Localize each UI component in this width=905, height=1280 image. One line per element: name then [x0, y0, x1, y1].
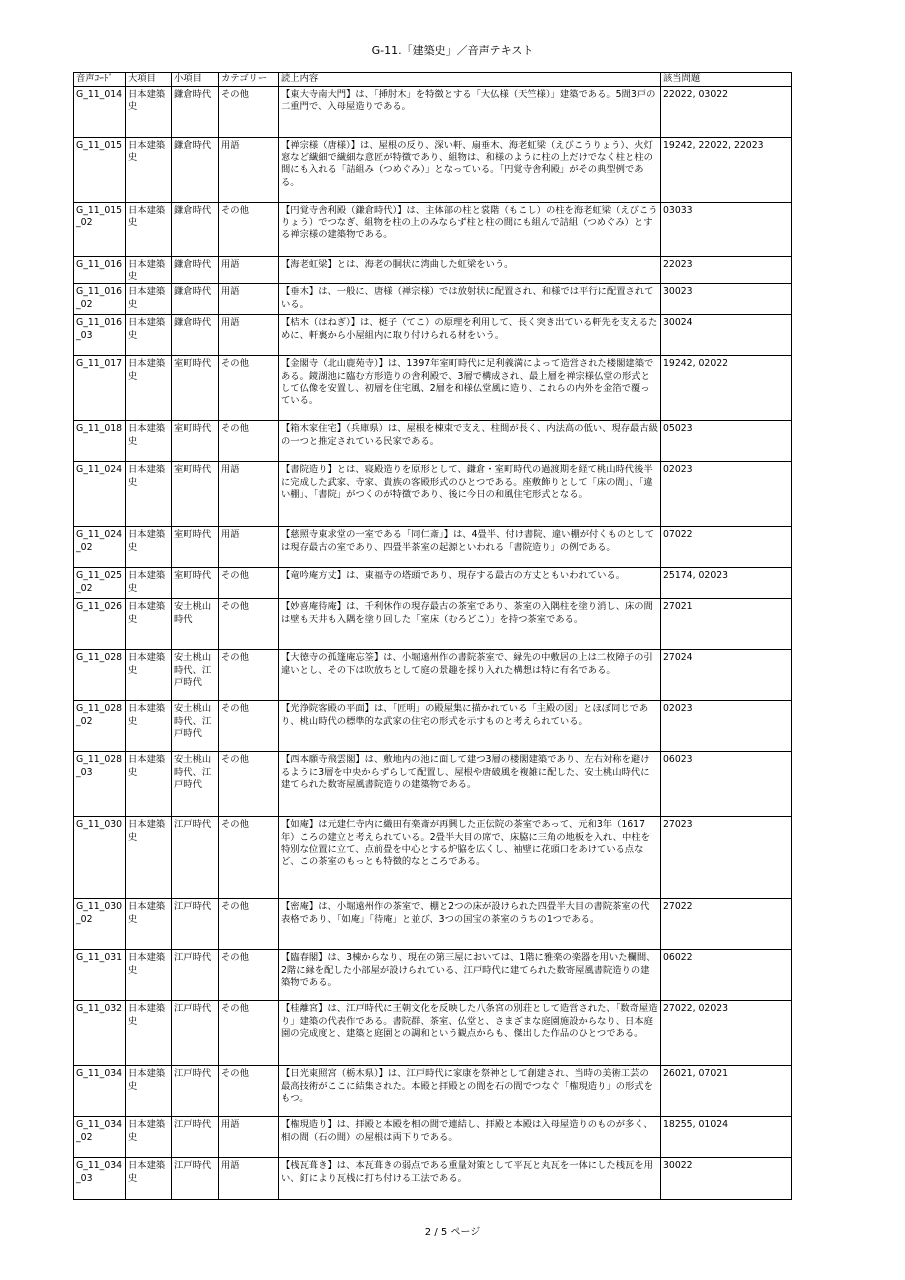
cell-minor: 江戸時代 — [172, 950, 219, 1001]
table-row — [74, 284, 792, 315]
cell-code: G_11_025_02 — [74, 568, 126, 599]
cell-content: 【臨春閣】は、3棟からなり、現在の第三屋においては、1階に雅楽の楽器を用いた欄間、2階に縁を配した小部屋が設けられている、江戸時代に建てられた数寄屋風書院造りの建築物である。 — [279, 950, 661, 1001]
table-row — [74, 527, 792, 568]
cell-major: 日本建築史 — [126, 650, 172, 701]
cell-questions: 27021 — [661, 599, 792, 650]
cell-content: 【桟瓦葺き】は、本瓦葺きの弱点である重量対策として平瓦と丸瓦を一体にした桟瓦を用い、釘により瓦桟に打ち付ける工法である。 — [279, 1158, 661, 1200]
cell-questions: 02023 — [661, 462, 792, 527]
cell-content: 【光浄院客殿の平面】は、「匠明」の殿屋集に描かれている「主殿の図」とほぼ同じであり、桃山時代の標準的な武家の住宅の形式を示すものと考えられている。 — [279, 701, 661, 752]
cell-minor: 江戸時代 — [172, 1066, 219, 1117]
cell-minor: 安土桃山時代、江戸時代 — [172, 752, 219, 817]
cell-code: G_11_028_02 — [74, 701, 126, 752]
table-row — [74, 421, 792, 462]
cell-content: 【妙喜庵待庵】は、千利休作の現存最古の茶室であり、茶室の入隅柱を塗り消し、床の間は壁も天井も入隅を塗り回した「室床（むろどこ）」を持つ茶室である。 — [279, 599, 661, 650]
table-row — [74, 752, 792, 817]
cell-category: 用語 — [219, 257, 279, 284]
col-header-code: 音声ｺｰﾄﾞ — [74, 73, 126, 87]
cell-major: 日本建築史 — [126, 203, 172, 257]
cell-category: その他 — [219, 701, 279, 752]
col-header-major: 大項目 — [126, 73, 172, 87]
cell-content: 【金閣寺（北山鹿苑寺）】は、1397年室町時代に足利義満によって造営された楼閣建築である。鏡湖池に臨む方形造りの舎利殿で、3層で構成され、最上層を禅宗様仏堂の形式として仏像を安置し、初層を住宅風、2層を和様仏堂風に造り、これらの内外を金箔で覆っている。 — [279, 356, 661, 421]
cell-major: 日本建築史 — [126, 1001, 172, 1066]
cell-major: 日本建築史 — [126, 568, 172, 599]
cell-questions: 27022, 02023 — [661, 1001, 792, 1066]
cell-content: 【円覚寺舎利殿（鎌倉時代）】は、主体部の柱と裳階（もこし）の柱を海老虹梁（えびこうりょう）でつなぎ、組物を柱の上のみならず柱と柱の間にも組んで詰組（つめぐみ）とする禅宗様の建築物である。 — [279, 203, 661, 257]
cell-minor: 鎌倉時代 — [172, 138, 219, 203]
cell-category: 用語 — [219, 315, 279, 356]
cell-questions: 06023 — [661, 752, 792, 817]
cell-category: その他 — [219, 356, 279, 421]
table-row — [74, 568, 792, 599]
page-footer: 2 / 5 ページ — [424, 1227, 481, 1238]
cell-minor: 室町時代 — [172, 527, 219, 568]
table-row — [74, 817, 792, 899]
cell-questions: 03033 — [661, 203, 792, 257]
cell-code: G_11_028 — [74, 650, 126, 701]
cell-major: 日本建築史 — [126, 817, 172, 899]
cell-questions: 22023 — [661, 257, 792, 284]
cell-content: 【桔木（はねぎ）】は、梃子（てこ）の原理を利用して、長く突き出ている軒先を支えるために、軒裏から小屋組内に取り付けられる材をいう。 — [279, 315, 661, 356]
cell-category: その他 — [219, 650, 279, 701]
table-row — [74, 899, 792, 950]
cell-major: 日本建築史 — [126, 1158, 172, 1200]
cell-category: その他 — [219, 599, 279, 650]
cell-category: その他 — [219, 1066, 279, 1117]
cell-category: 用語 — [219, 284, 279, 315]
cell-content: 【東大寺南大門】は、「挿肘木」を特徴とする「大仏様（天竺様）」建築である。5間3戸の二重門で、入母屋造りである。 — [279, 87, 661, 138]
cell-category: その他 — [219, 752, 279, 817]
cell-minor: 江戸時代 — [172, 899, 219, 950]
cell-major: 日本建築史 — [126, 421, 172, 462]
cell-code: G_11_014 — [74, 87, 126, 138]
cell-major: 日本建築史 — [126, 315, 172, 356]
cell-questions: 27022 — [661, 899, 792, 950]
cell-major: 日本建築史 — [126, 284, 172, 315]
cell-questions: 02023 — [661, 701, 792, 752]
cell-minor: 室町時代 — [172, 421, 219, 462]
cell-code: G_11_032 — [74, 1001, 126, 1066]
cell-minor: 安土桃山時代、江戸時代 — [172, 650, 219, 701]
cell-major: 日本建築史 — [126, 599, 172, 650]
cell-questions: 30024 — [661, 315, 792, 356]
table-row — [74, 599, 792, 650]
cell-questions: 30023 — [661, 284, 792, 315]
cell-content: 【密庵】は、小堀遠州作の茶室で、棚と2つの床が設けられた四畳半大目の書院茶室の代表格であり、「如庵」「待庵」と並び、3つの国宝の茶室のうちの1つである。 — [279, 899, 661, 950]
cell-category: 用語 — [219, 462, 279, 527]
cell-code: G_11_034 — [74, 1066, 126, 1117]
table-row — [74, 1001, 792, 1066]
table-row — [74, 1158, 792, 1200]
cell-code: G_11_016_03 — [74, 315, 126, 356]
table-header-row — [74, 73, 792, 87]
cell-minor: 鎌倉時代 — [172, 203, 219, 257]
cell-minor: 安土桃山時代 — [172, 599, 219, 650]
cell-questions: 05023 — [661, 421, 792, 462]
cell-code: G_11_030_02 — [74, 899, 126, 950]
cell-code: G_11_028_03 — [74, 752, 126, 817]
table-row — [74, 650, 792, 701]
cell-questions: 22022, 03022 — [661, 87, 792, 138]
cell-minor: 江戸時代 — [172, 1158, 219, 1200]
cell-code: G_11_016_02 — [74, 284, 126, 315]
cell-major: 日本建築史 — [126, 899, 172, 950]
table-row — [74, 701, 792, 752]
cell-minor: 鎌倉時代 — [172, 284, 219, 315]
cell-content: 【垂木】は、一般に、唐様（禅宗様）では放射状に配置され、和様では平行に配置されている。 — [279, 284, 661, 315]
cell-category: 用語 — [219, 1158, 279, 1200]
cell-code: G_11_034_03 — [74, 1158, 126, 1200]
cell-questions: 27024 — [661, 650, 792, 701]
cell-major: 日本建築史 — [126, 1117, 172, 1158]
cell-major: 日本建築史 — [126, 462, 172, 527]
cell-questions: 19242, 02022 — [661, 356, 792, 421]
cell-category: その他 — [219, 950, 279, 1001]
table-row — [74, 257, 792, 284]
cell-content: 【大徳寺の孤篷庵忘筌】は、小堀遠州作の書院茶室で、縁先の中敷居の上は二枚障子の引違いとし、その下は吹放ちとして庭の景趣を採り入れた構想は特に有名である。 — [279, 650, 661, 701]
cell-content: 【桂離宮】は、江戸時代に王朝文化を反映した八条宮の別荘として造営された、「数奇屋造り」建築の代表作である。書院群、茶室、仏堂と、さまざまな庭園施設からなり、日本庭園の完成度と、建築と庭園との調和という観点からも、傑出した作品のひとつである。 — [279, 1001, 661, 1066]
cell-major: 日本建築史 — [126, 356, 172, 421]
cell-questions: 19242, 22022, 22023 — [661, 138, 792, 203]
cell-category: 用語 — [219, 138, 279, 203]
cell-category: その他 — [219, 203, 279, 257]
cell-content: 【慈照寺東求堂の一室である「同仁斎」】は、4畳半、付け書院、違い棚が付くものとしては現存最古の室であり、四畳半茶室の起源といわれる「書院造り」の例である。 — [279, 527, 661, 568]
cell-minor: 鎌倉時代 — [172, 87, 219, 138]
col-header-category: カテゴリー — [219, 73, 279, 87]
page-title: G-11.「建築史」／音声テキスト — [371, 44, 534, 57]
table-row — [74, 203, 792, 257]
cell-code: G_11_015_02 — [74, 203, 126, 257]
cell-questions: 27023 — [661, 817, 792, 899]
cell-content: 【書院造り】とは、寝殿造りを原形として、鎌倉・室町時代の過渡期を経て桃山時代後半に完成した武家、寺家、貴族の客殿形式のひとつである。座敷飾りとして「床の間」、「違い棚」、「書院」がつくのが特徴であり、後に今日の和風住宅形式となる。 — [279, 462, 661, 527]
cell-major: 日本建築史 — [126, 138, 172, 203]
cell-questions: 18255, 01024 — [661, 1117, 792, 1158]
cell-code: G_11_026 — [74, 599, 126, 650]
cell-questions: 26021, 07021 — [661, 1066, 792, 1117]
cell-major: 日本建築史 — [126, 257, 172, 284]
table-row — [74, 1066, 792, 1117]
cell-major: 日本建築史 — [126, 527, 172, 568]
table-row — [74, 356, 792, 421]
cell-code: G_11_024_02 — [74, 527, 126, 568]
cell-category: その他 — [219, 899, 279, 950]
cell-category: その他 — [219, 568, 279, 599]
cell-content: 【権現造り】は、拝殿と本殿を相の間で連結し、拝殿と本殿は入母屋造りのものが多く、相の間（石の間）の屋根は両下りである。 — [279, 1117, 661, 1158]
cell-questions: 25174, 02023 — [661, 568, 792, 599]
table-row — [74, 1117, 792, 1158]
cell-minor: 室町時代 — [172, 568, 219, 599]
table-row — [74, 462, 792, 527]
cell-questions: 06022 — [661, 950, 792, 1001]
col-header-content: 読上内容 — [279, 73, 661, 87]
cell-minor: 室町時代 — [172, 356, 219, 421]
cell-minor: 鎌倉時代 — [172, 257, 219, 284]
cell-content: 【如庵】は元建仁寺内に織田有楽斎が再興した正伝院の茶室であって、元和3年（1617年）ころの建立と考えられている。2畳半大目の席で、床脇に三角の地板を入れ、中柱を特別な位置に立て、点前畳を中心とする炉脇を広くし、袖壁に花頭口をあけている点など、この茶室のもっとも特徴的なところである。 — [279, 817, 661, 899]
cell-questions: 07022 — [661, 527, 792, 568]
cell-minor: 江戸時代 — [172, 817, 219, 899]
cell-category: 用語 — [219, 1117, 279, 1158]
table-row — [74, 138, 792, 203]
cell-questions: 30022 — [661, 1158, 792, 1200]
cell-major: 日本建築史 — [126, 701, 172, 752]
table-row — [74, 315, 792, 356]
cell-code: G_11_034_02 — [74, 1117, 126, 1158]
cell-minor: 室町時代 — [172, 462, 219, 527]
cell-minor: 鎌倉時代 — [172, 315, 219, 356]
cell-minor: 安土桃山時代、江戸時代 — [172, 701, 219, 752]
cell-content: 【日光東照宮（栃木県）】は、江戸時代に家康を祭神として創建され、当時の美術工芸の最高技術がここに結集された。本殿と拝殿との間を石の間でつなぐ「権現造り」の形式をもつ。 — [279, 1066, 661, 1117]
cell-code: G_11_030 — [74, 817, 126, 899]
cell-major: 日本建築史 — [126, 1066, 172, 1117]
cell-content: 【竜吟庵方丈】は、東福寺の塔頭であり、現存する最古の方丈ともいわれている。 — [279, 568, 661, 599]
cell-code: G_11_024 — [74, 462, 126, 527]
cell-minor: 江戸時代 — [172, 1117, 219, 1158]
cell-major: 日本建築史 — [126, 950, 172, 1001]
cell-category: その他 — [219, 421, 279, 462]
cell-code: G_11_016 — [74, 257, 126, 284]
cell-content: 【箱木家住宅】（兵庫県）は、屋根を棟束で支え、柱間が長く、内法高の低い、現存最古級の一つと推定されている民家である。 — [279, 421, 661, 462]
cell-category: その他 — [219, 87, 279, 138]
cell-code: G_11_031 — [74, 950, 126, 1001]
table-row — [74, 950, 792, 1001]
cell-major: 日本建築史 — [126, 752, 172, 817]
table-row — [74, 87, 792, 138]
cell-code: G_11_017 — [74, 356, 126, 421]
cell-minor: 江戸時代 — [172, 1001, 219, 1066]
cell-code: G_11_018 — [74, 421, 126, 462]
cell-content: 【海老虹梁】とは、海老の胴状に湾曲した虹梁をいう。 — [279, 257, 661, 284]
cell-category: 用語 — [219, 527, 279, 568]
cell-content: 【禅宗様（唐様）】は、屋根の反り、深い軒、扇垂木、海老虹梁（えびこうりょう）、火灯窓など繊細で繊細な意匠が特徴であり、組物は、和様のように柱の上だけでなく柱と柱の間にも入れる「詰組み（つめぐみ）」となっている。「円覚寺舎利殿」がその典型例である。 — [279, 138, 661, 203]
cell-category: その他 — [219, 1001, 279, 1066]
cell-code: G_11_015 — [74, 138, 126, 203]
cell-major: 日本建築史 — [126, 87, 172, 138]
col-header-questions: 該当問題 — [661, 73, 792, 87]
cell-category: その他 — [219, 817, 279, 899]
cell-content: 【西本願寺飛雲閣】は、敷地内の池に面して建つ3層の楼閣建築であり、左右対称を避けるように3層を中央からずらして配置し、屋根や唐破風を複雑に配した、安土桃山時代に建てられた数寄屋風書院造りの建築物である。 — [279, 752, 661, 817]
audio-text-table — [73, 72, 792, 1200]
col-header-minor: 小項目 — [172, 73, 219, 87]
